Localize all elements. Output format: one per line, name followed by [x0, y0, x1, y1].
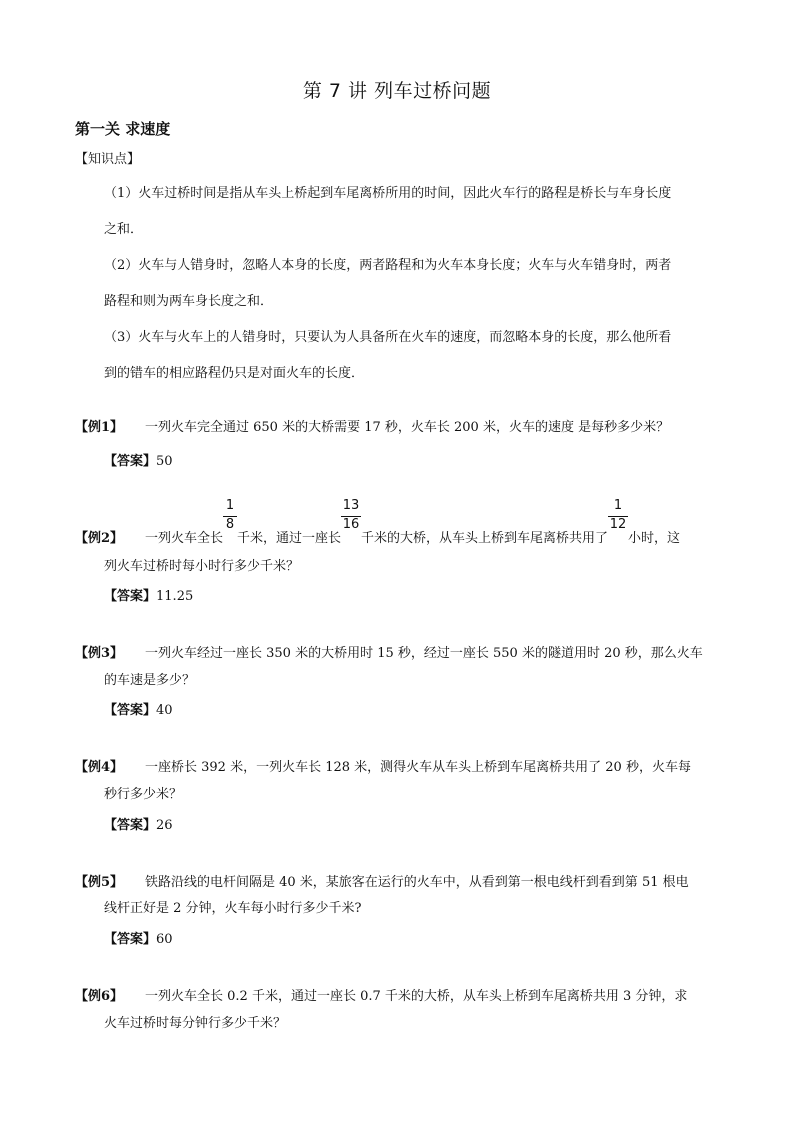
answer-label: 【答案】: [104, 589, 157, 604]
example-6-cont: 火车过桥时每分钟行多少千米？: [104, 1016, 287, 1031]
answer-value: 11.25: [156, 589, 194, 604]
section-heading: 第一关 求速度: [75, 120, 171, 138]
example-text: 一列火车完全通过 650 米的大桥需要 17 秒，火车长 200 米，火车的速度 是每秒多少米？: [145, 420, 670, 435]
example-1: [75, 416, 669, 435]
example-5-cont: 线杆正好是 2 分钟，火车每小时行多少千米?: [104, 901, 362, 916]
example-text: 一列火车全长: [145, 531, 224, 546]
example-4: [75, 756, 691, 775]
fraction-numerator: 13: [342, 498, 360, 513]
fraction-denominator: 16: [342, 517, 360, 532]
answer-label: 【答案】: [104, 703, 157, 718]
answer-value: 50: [156, 454, 173, 469]
answer-4: [104, 814, 173, 833]
example-5: [75, 871, 689, 890]
example-tag: 【例2】: [75, 531, 124, 546]
fraction-denominator: 8: [225, 517, 235, 532]
fraction-numerator: 1: [613, 498, 623, 513]
answer-label: 【答案】: [104, 454, 157, 469]
example-3-cont: 的车速是多少？: [104, 673, 196, 688]
knowledge-point-3: （3）火车与火车上的人错身时，只要认为人具备所在火车的速度，而忽略本身的长度，那么他所看: [104, 330, 672, 345]
knowledge-point-2: （2）火车与人错身时，忽略人本身的长度，两者路程和为火车本身长度；火车与火车错身时，两者: [104, 258, 672, 273]
example-4-cont: 秒行多少米？: [104, 787, 183, 802]
fraction: [223, 498, 237, 542]
answer-value: 40: [156, 703, 173, 718]
example-2-cont: 列火车过桥时每小时行多少千米？: [104, 559, 300, 574]
fraction-denominator: 12: [609, 517, 627, 532]
answer-1: [104, 450, 173, 469]
example-tag: 【例4】: [75, 760, 124, 775]
knowledge-point-2-cont: 路程和则为两车身长度之和．: [104, 294, 274, 309]
answer-label: 【答案】: [104, 932, 157, 947]
example-3: [75, 642, 703, 661]
answer-label: 【答案】: [104, 818, 157, 833]
fraction: [608, 498, 628, 542]
example-text: 千米，通过一座长: [237, 531, 342, 546]
fraction: [341, 498, 361, 542]
answer-2: [104, 585, 193, 604]
knowledge-header: 【知识点】: [75, 152, 141, 167]
example-tag: 【例3】: [75, 646, 124, 661]
example-text: 一列火车经过一座长 350 米的大桥用时 15 秒，经过一座长 550 米的隧道用时 20 秒，那么火车: [145, 646, 703, 661]
example-text: 一列火车全长 0.2 千米，通过一座长 0.7 千米的大桥，从车头上桥到车尾离桥共用 3 分钟，求: [145, 989, 688, 1004]
answer-3: [104, 699, 173, 718]
example-6: [75, 985, 687, 1004]
answer-value: 26: [156, 818, 173, 833]
example-text: 一座桥长 392 米，一列火车长 128 米，测得火车从车头上桥到车尾离桥共用了 20 秒，火车每: [145, 760, 691, 775]
page-title: 第 7 讲 列车过桥问题: [302, 80, 492, 102]
example-text: 铁路沿线的电杆间隔是 40 米，某旅客在运行的火车中，从看到第一根电线杆到看到第 51 根电: [145, 875, 689, 890]
fraction-numerator: 1: [225, 498, 235, 513]
knowledge-point-1-cont: 之和．: [104, 222, 144, 237]
example-2: [75, 498, 681, 546]
answer-5: [104, 928, 173, 947]
example-tag: 【例1】: [75, 420, 124, 435]
example-tag: 【例5】: [75, 875, 124, 890]
example-text: 小时，这: [628, 531, 681, 546]
answer-value: 60: [156, 932, 173, 947]
knowledge-point-1: （1）火车过桥时间是指从车头上桥起到车尾离桥所用的时间，因此火车行的路程是桥长与车身长度: [104, 186, 672, 201]
knowledge-point-3-cont: 到的错车的相应路程仍只是对面火车的长度．: [104, 366, 365, 381]
example-tag: 【例6】: [75, 989, 124, 1004]
example-text: 千米的大桥，从车头上桥到车尾离桥共用了: [361, 531, 609, 546]
